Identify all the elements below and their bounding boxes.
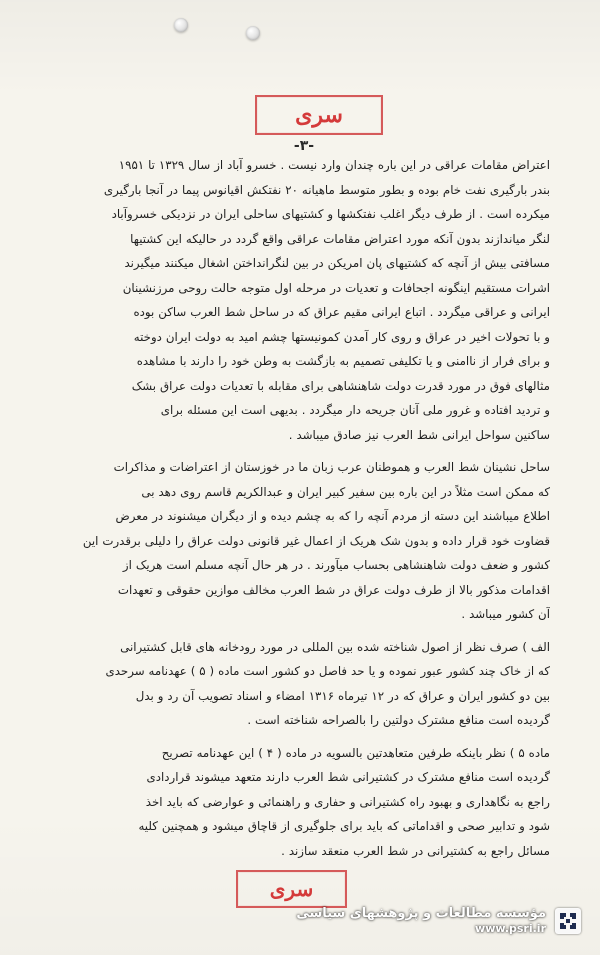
document-line: مسائل راجع به کشتیرانی در شط العرب منعقد سازند . xyxy=(281,843,550,858)
document-line: شود و تدابیر صحی و اقداماتی که باید برای جلوگیری از قاچاق میشود و همچنین کلیه xyxy=(138,819,550,833)
document-line: اعتراض مقامات عراقی در این باره چندان وارد نیست . خسرو آباد از سال ۱۳۲۹ تا ۱۹۵۱ xyxy=(118,158,550,172)
top-secret-stamp xyxy=(255,95,383,135)
institution-logo-icon xyxy=(554,907,582,935)
document-line: و تردید افتاده و غرور ملی آنان جریحه دار میگردد . بدیهی است این مسئله برای xyxy=(160,403,550,417)
page-number: -۳- xyxy=(293,138,315,154)
document-line: میکرده است . از طرف دیگر اغلب نفتکشها و کشتیهای ساحلی ایران در نزدیکی خسروآباد xyxy=(111,207,550,221)
document-line: که از خاک چند کشور عبور نموده و یا حد فاصل دو کشور است ماده ( ۵ ) عهدنامه سرحدی xyxy=(105,664,550,678)
document-line: ماده ۵ ) نظر باینکه طرفین متعاهدتین بالسویه در ماده ( ۴ ) این عهدنامه تصریح xyxy=(161,745,550,760)
document-line: اطلاع میباشند این دسته از مردم آنچه را که به چشم دیده و از دیگران میشنوند در معرض xyxy=(115,509,550,523)
watermark-url: www.psri.ir xyxy=(475,922,546,936)
bottom-secret-stamp-text: سری xyxy=(269,877,314,901)
document-line: ساکنین سواحل ایرانی شط العرب نیز صادق میباشد . xyxy=(288,427,550,442)
top-secret-stamp-text: سری xyxy=(295,102,343,128)
document-line: مثالهای فوق در مورد قدرت دولت شاهنشاهی برای مقابله با تعدیات دولت عراق بشک xyxy=(131,378,550,393)
document-line: راجع به نگاهداری و بهبود راه کشتیرانی و حفاری و راهنمائی و عوارضی که باید اخذ xyxy=(145,794,550,809)
document-line: بندر بارگیری نفت خام بوده و بطور متوسط ماهیانه ۲۰ نفتکش اقیانوس پیما در آنجا بارگیری xyxy=(103,182,550,197)
document-line: لنگر میاندازند بدون آنکه مورد اعتراض مقامات عراقی واقع گردد در حالیکه این کشتیها xyxy=(130,231,550,246)
document-line: و با تحولات اخیر در عراق و روی کار آمدن کمونیستها چشم امید به دولت ایران دوخته xyxy=(133,329,550,344)
document-line: که ممکن است مثلاً در این باره بین سفیر کبیر ایران و عبدالکریم قاسم روی دهد بی xyxy=(141,484,550,499)
paper-hole-left xyxy=(174,18,188,32)
watermark-text xyxy=(296,907,546,934)
watermark-title: مؤسسه مطالعات و پژوهشهای سیاسی xyxy=(296,906,546,922)
document-line: و برای فرار از ناامنی و یا تکلیفی تصمیم به بازگشت به وطن خود را دارند با مشاهده xyxy=(136,354,550,368)
document-line: گردیده است منافع مشترک دولتین را بالصراحه شناخته است . xyxy=(247,713,550,727)
paper-hole-right xyxy=(246,26,260,40)
document-body xyxy=(50,153,550,863)
document-line: اشرات مستقیم اینگونه اجحافات و تعدیات در مرحله اول متوجه حالت روحی مرزنشینان xyxy=(122,280,550,295)
document-line: مسافتی بیش از آنچه که کشتیهای پان امریکن در بین لنگرانداختن اشغال میکنند میگیرند xyxy=(124,256,550,270)
document-line: الف ) صرف نظر از اصول شناخته شده بین المللی در مورد رودخانه های قابل کشتیرانی xyxy=(120,639,550,654)
document-line: کشور و ضعف دولت شاهنشاهی بحساب میآورند . در هر حال آنچه مسلم است هریک از xyxy=(122,558,550,572)
document-line: گردیده است منافع مشترک در کشتیرانی شط العرب دارند متعهد میشوند قراردادی xyxy=(146,770,550,784)
document-line: اقدامات مذکور بالا از طرف دولت عراق در شط العرب مخالف موازین حقوقی و تعهدات xyxy=(117,582,550,597)
bottom-secret-stamp xyxy=(236,870,347,908)
document-line: ایرانی و عراقی میگردد . اتباع ایرانی مقیم عراق که در ساحل شط العرب ساکن بوده xyxy=(133,305,550,319)
document-line: ساحل نشینان شط العرب و هموطنان عرب زبان ما در خوزستان از اعتراضات و مذاکرات xyxy=(113,460,550,474)
document-line: بین دو کشور ایران و عراق که در ۱۲ تیرماه ۱۳۱۶ امضاء و اسناد تصویب آن رد و بدل xyxy=(135,688,550,703)
document-line: آن کشور میباشد . xyxy=(461,607,550,621)
document-line: قضاوت خود قرار داده و بدون شک هریک از اعمال غیر قانونی دولت عراق را دلیلی برقدرت این xyxy=(82,533,550,548)
